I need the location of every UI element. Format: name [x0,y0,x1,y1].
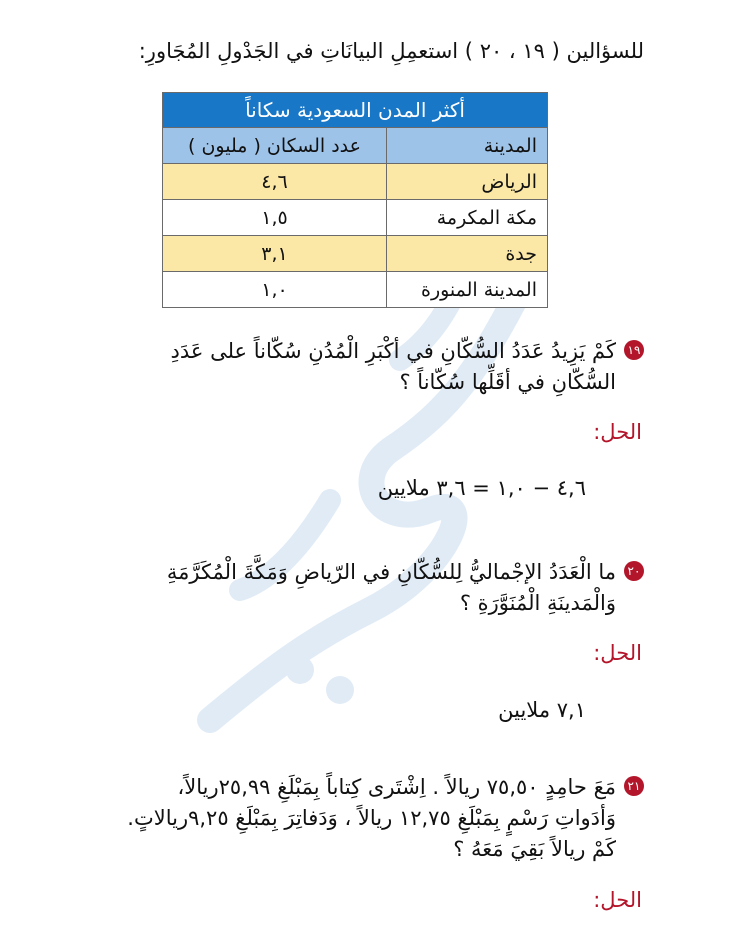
column-header-city: المدينة [387,128,548,164]
question-line [124,557,644,588]
question-text: وَالْمَدينَةِ الْمُنَوَّرَةِ ؟ [459,591,616,615]
question-text: كَمْ يَزِيدُ عَدَدُ السُّكّانِ في أكْبَرِ الْمُدُنِ سُكّاناً على عَدَدِ [170,339,616,363]
table-row [163,200,548,236]
table-row [163,164,548,200]
watermark-signature [150,250,570,750]
question-line [124,336,644,367]
table-row [163,272,548,308]
question-line [4,803,644,834]
solution-label: الحل: [593,641,642,665]
cell-city: جدة [387,236,548,272]
answer-19: ٤,٦ − ١,٠ = ٣,٦ ملايين [377,476,586,500]
intro-text: للسؤالين ( ١٩ ، ٢٠ ) استعمِلِ البيانَاتِ في الجَدْولِ المُجَاورِ: [138,39,644,63]
question-19 [124,336,644,398]
question-text: وَأدَواتِ رَسْمٍ بِمَبْلَغِ ١٢,٧٥ ريالاً ، وَدَفاتِرَ بِمَبْلَغِ ٩,٢٥ريالاتٍ. [127,806,616,830]
cell-city: الرياض [387,164,548,200]
question-text: مَعَ حامِدٍ ٧٥,٥٠ ريالاً . اِشْتَرى كِتاباً بِمَبْلَغِ ٢٥,٩٩ريالاً، [177,775,616,799]
question-number-badge: ٢٠ [624,561,644,581]
question-line [124,367,644,398]
question-20 [124,557,644,619]
cell-population: ١,٠ [163,272,387,308]
solution-label: الحل: [593,888,642,912]
question-number-badge: ٢١ [624,776,644,796]
column-header-population: عدد السكان ( مليون ) [163,128,387,164]
cell-city: المدينة المنورة [387,272,548,308]
question-line [4,834,644,865]
table-header-row [163,128,548,164]
question-21 [4,772,644,865]
cell-city: مكة المكرمة [387,200,548,236]
question-text: ما الْعَدَدُ الإجْماليُّ لِلسُّكّانِ في الرّياضِ وَمَكَّةَ الْمُكَرَّمَةِ [166,560,616,584]
population-table [162,92,548,308]
table-title: أكثر المدن السعودية سكاناً [163,93,548,128]
cell-population: ٣,١ [163,236,387,272]
question-line [124,588,644,619]
table-row [163,236,548,272]
cell-population: ١,٥ [163,200,387,236]
answer-20: ٧,١ ملايين [498,698,586,722]
cell-population: ٤,٦ [163,164,387,200]
question-text: كَمْ ريالاً بَقِيَ مَعَهُ ؟ [453,837,616,861]
solution-label: الحل: [593,420,642,444]
question-number-badge: ١٩ [624,340,644,360]
question-line [4,772,644,803]
table-title-row [163,93,548,128]
question-text: السُّكّانِ في أقَلِّها سُكّاناً ؟ [399,370,616,394]
